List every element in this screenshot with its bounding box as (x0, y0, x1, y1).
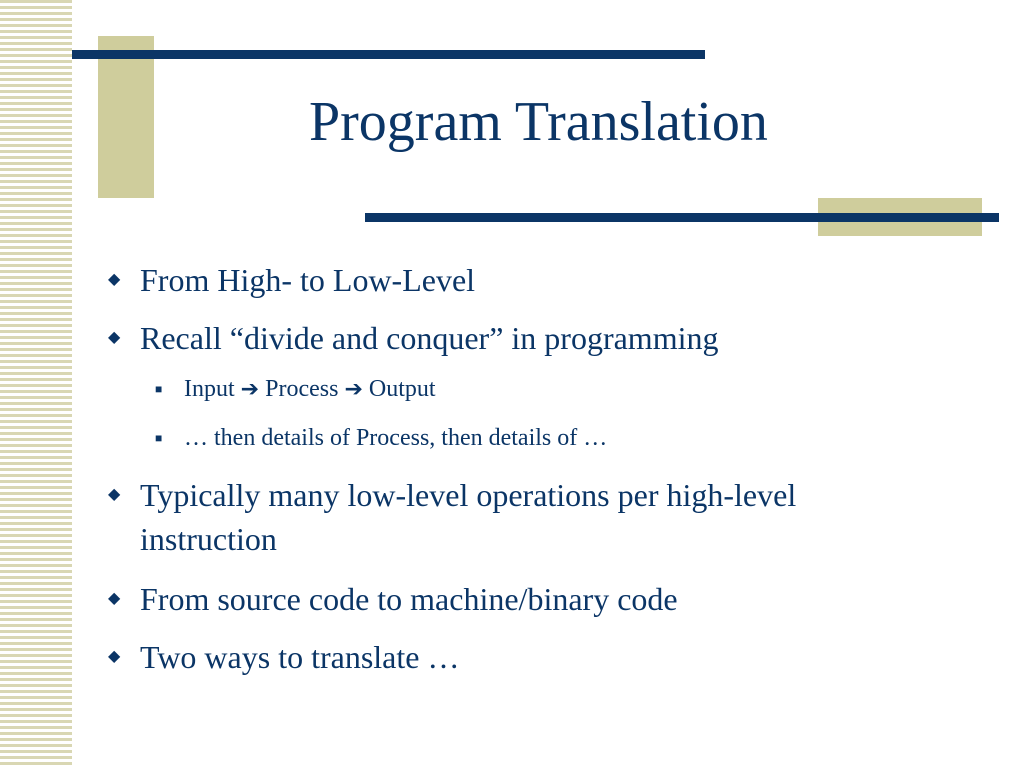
bullet-item-divide-and-conquer (104, 316, 718, 360)
bullet-text: Two ways to translate … (140, 639, 460, 675)
square-bullet-icon: ■ (155, 431, 163, 445)
bullet-text: … then details of Process, then details of … (184, 425, 608, 451)
bullet-text: From source code to machine/binary code (140, 581, 678, 617)
diamond-bullet-icon: ◆ (108, 486, 121, 503)
bullet-item-source-to-machine-code (104, 577, 678, 621)
sub-bullet-output-text: Output (368, 376, 436, 402)
sub-bullet-input-text: Input (184, 376, 235, 402)
bullet-text: Recall “divide and conquer” in programming (140, 320, 719, 356)
diamond-bullet-icon: ◆ (108, 590, 121, 607)
sub-bullet-input-process-output (104, 372, 436, 407)
bullet-item-low-level-operations (104, 473, 796, 561)
bullet-item-from-high-to-low (104, 258, 475, 302)
diamond-bullet-icon: ◆ (108, 271, 121, 288)
diamond-bullet-icon: ◆ (108, 329, 121, 346)
bullet-list (104, 0, 1004, 768)
bullet-text: From High- to Low-Level (140, 262, 476, 298)
right-arrow-icon: ➔ (344, 377, 363, 402)
decorative-stripes (0, 0, 72, 768)
diamond-bullet-icon: ◆ (108, 648, 121, 665)
slide-title: Program Translation (309, 91, 768, 153)
sub-bullet-details-of-process (104, 421, 607, 455)
right-arrow-icon: ➔ (240, 377, 260, 402)
square-bullet-icon: ■ (155, 382, 163, 396)
bullet-text-line2: instruction (140, 521, 277, 557)
bullet-text-line1: Typically many low-level operations per high-level (140, 477, 797, 513)
bullet-item-two-ways-to-translate (104, 635, 459, 679)
sub-bullet-process-text: Process (265, 376, 339, 402)
